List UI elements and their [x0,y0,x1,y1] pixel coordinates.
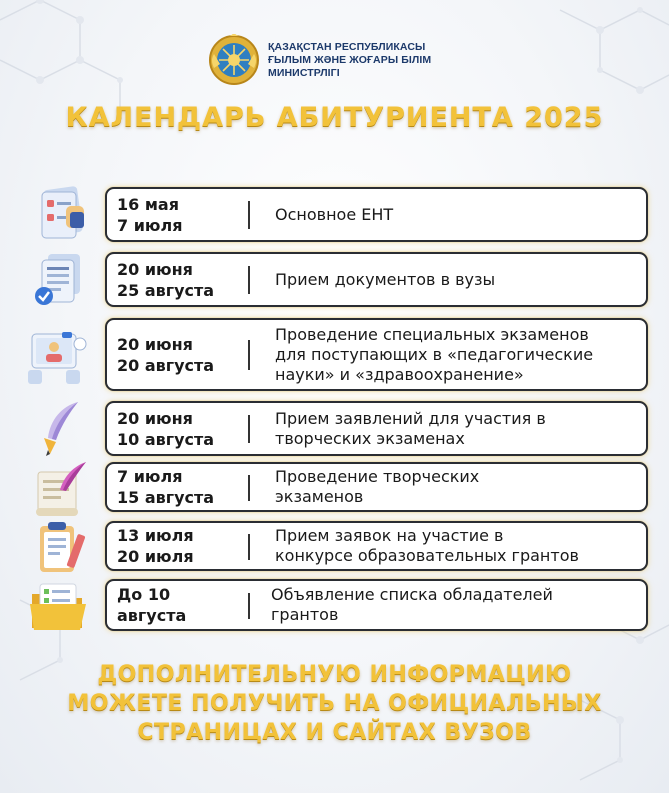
online-exam-icon [26,326,88,388]
date-end: 25 августа [117,280,215,300]
date-end: августа [117,606,187,625]
date-start: 13 июля [117,526,194,545]
description-line: конкурсе образовательных грантов [275,546,579,565]
date-end: 20 июля [117,547,194,566]
description-line: Проведение специальных экзаменов [275,324,589,344]
folder-list-icon [28,574,90,636]
row-dates [117,254,239,305]
row-divider [248,266,250,294]
description-line: Прием заявлений для участия в [275,408,546,428]
date-end: 20 августа [117,355,215,375]
calendar-row [105,252,648,307]
ministry-header [208,32,468,88]
date-end: 15 августа [117,488,215,507]
date-start: До 10 [117,585,171,604]
description-line: грантов [271,605,339,624]
date-end: 7 июля [117,215,183,235]
row-description [275,320,645,389]
calendar-row [105,579,648,631]
row-divider [248,475,250,501]
ministry-name [268,41,431,80]
row-description [271,581,641,629]
description-line: экзаменов [275,487,364,506]
ministry-line: ҒЫЛЫМ ЖӘНЕ ЖОҒАРЫ БІЛІМ [268,53,432,66]
row-divider [248,415,250,443]
row-dates [117,189,239,240]
description-line: Прием документов в вузы [275,269,496,289]
footer-line: МОЖЕТЕ ПОЛУЧИТЬ НА ОФИЦИАЛЬНЫХ [67,691,602,716]
description-line: науки» и «здравоохранение» [275,364,524,384]
footer-line: ДОПОЛНИТЕЛЬНУЮ ИНФОРМАЦИЮ [97,662,572,687]
clipboard-pencil-icon [30,516,92,578]
row-dates [117,403,239,454]
calendar-row [105,401,648,456]
date-end: 10 августа [117,429,215,449]
page-title: КАЛЕНДАРЬ АБИТУРИЕНТА 2025 [65,102,604,133]
row-description [275,403,645,454]
date-start: 7 июля [117,467,183,486]
kazakhstan-emblem-icon [208,34,260,86]
date-start: 16 мая [117,194,179,214]
row-dates [117,581,239,629]
description-line: для поступающих в «педагогические [275,344,594,364]
ministry-line: ҚАЗАҚСТАН РЕСПУБЛИКАСЫ [268,40,426,53]
footer-note [0,660,669,747]
row-description [275,523,645,569]
row-description [275,189,645,240]
description-line: Прием заявок на участие в [275,526,504,545]
scroll-feather-icon [30,458,92,520]
description-line: Объявление списка обладателей [271,585,553,604]
row-dates [117,523,239,569]
row-description [275,464,645,510]
calendar-row [105,187,648,242]
calendar-row [105,521,648,571]
date-start: 20 июня [117,408,193,428]
row-divider [248,201,250,229]
test-form-icon [32,182,94,244]
description-line: Основное ЕНТ [275,204,394,224]
row-divider [248,593,250,619]
footer-line: СТРАНИЦАХ И САЙТАХ ВУЗОВ [137,720,532,745]
ministry-line: МИНИСТРЛІГІ [268,66,340,79]
row-dates [117,464,239,510]
calendar-row [105,462,648,512]
row-divider [248,340,250,370]
description-line: творческих экзаменах [275,428,465,448]
documents-check-icon [30,250,92,312]
quill-pen-icon [32,398,94,460]
date-start: 20 июня [117,334,193,354]
description-line: Проведение творческих [275,467,480,486]
date-start: 20 июня [117,259,193,279]
row-dates [117,320,239,389]
row-divider [248,534,250,560]
calendar-row [105,318,648,391]
row-description [275,254,645,305]
